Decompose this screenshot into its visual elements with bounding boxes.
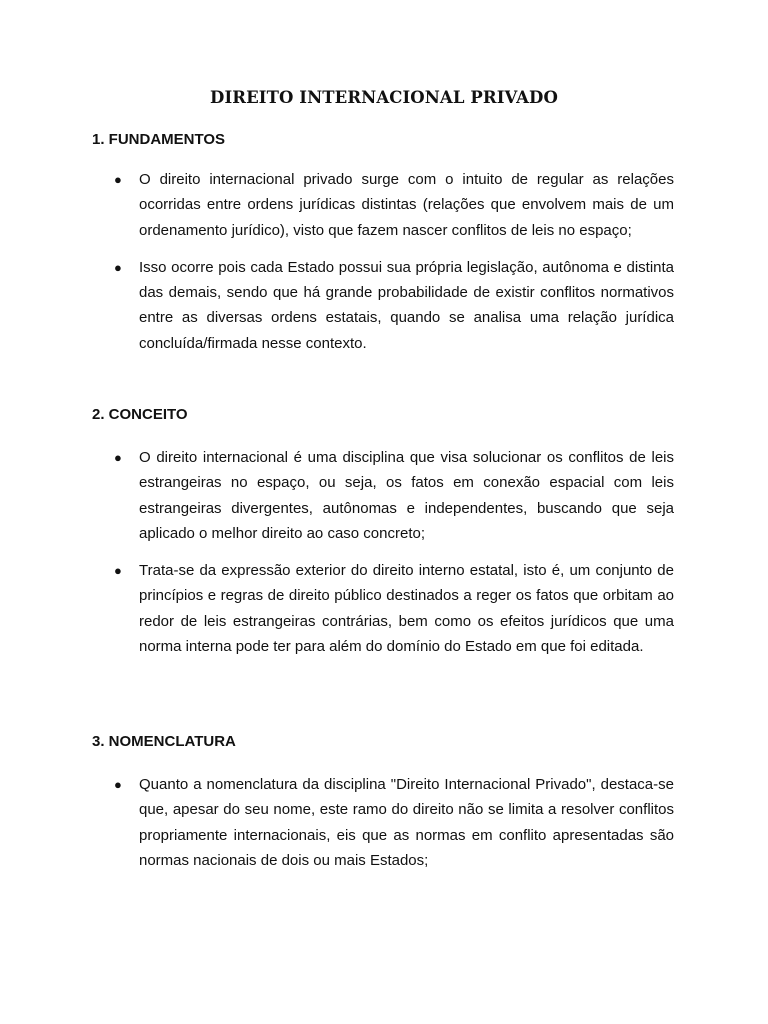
list-item [92, 445, 674, 546]
list-item [92, 772, 674, 873]
bullet-text: Trata-se da expressão exterior do direito interno estatal, isto é, um conjunto de princípios e regras de direito público destinados a reger os fatos que orbitam ao redor de leis estrangeiras contrárias, bem como os efeitos jurídicos que uma norma interna pode ter para além do domínio do Estado em que foi editada. [139, 562, 674, 656]
bullet-icon: ● [114, 172, 122, 187]
bullet-text: O direito internacional é uma disciplina que visa solucionar os conflitos de leis estrangeiras no espaço, ou seja, os fatos em conexão espacial com leis estrangeiras divergentes, autônomas e independentes, buscando que seja aplicado o melhor direito ao caso concreto; [139, 449, 674, 542]
bullet-list [92, 445, 674, 659]
bullet-text: Quanto a nomenclatura da disciplina "Direito Internacional Privado", destaca-se que, apesar do seu nome, este ramo do direito não se limita a resolver conflitos propriamente internacionais, eis que as normas em conflito apresentadas são normas nacionais de dois ou mais Estados; [139, 776, 674, 869]
section-heading: 1. FUNDAMENTOS [92, 131, 226, 148]
section-fundamentos [92, 131, 674, 356]
bullet-list [92, 167, 674, 356]
bullet-text: Isso ocorre pois cada Estado possui sua própria legislação, autônoma e distinta das demais, sendo que há grande probabilidade de existir conflitos normativos entre as diversas ordens estatais, quando se analisa uma relação jurídica concluída/firmada nesse contexto. [139, 258, 674, 352]
section-heading: 2. CONCEITO [92, 406, 188, 423]
section-nomenclatura [92, 733, 674, 873]
list-item [92, 558, 674, 659]
list-item [92, 167, 674, 243]
bullet-icon: ● [114, 563, 122, 579]
section-heading: 3. NOMENCLATURA [92, 733, 236, 750]
list-item [92, 255, 674, 356]
document-title: DIREITO INTERNACIONAL PRIVADO [210, 88, 558, 107]
bullet-list [92, 772, 674, 873]
bullet-text: O direito internacional privado surge com o intuito de regular as relações ocorridas entre ordens jurídicas distintas (relações que envolvem mais de um ordenamento jurídico), visto que fazem nascer conflitos de leis no espaço; [139, 171, 674, 239]
bullet-icon: ● [114, 777, 122, 792]
bullet-icon: ● [114, 259, 122, 275]
section-conceito [92, 406, 674, 659]
bullet-icon: ● [114, 450, 122, 465]
